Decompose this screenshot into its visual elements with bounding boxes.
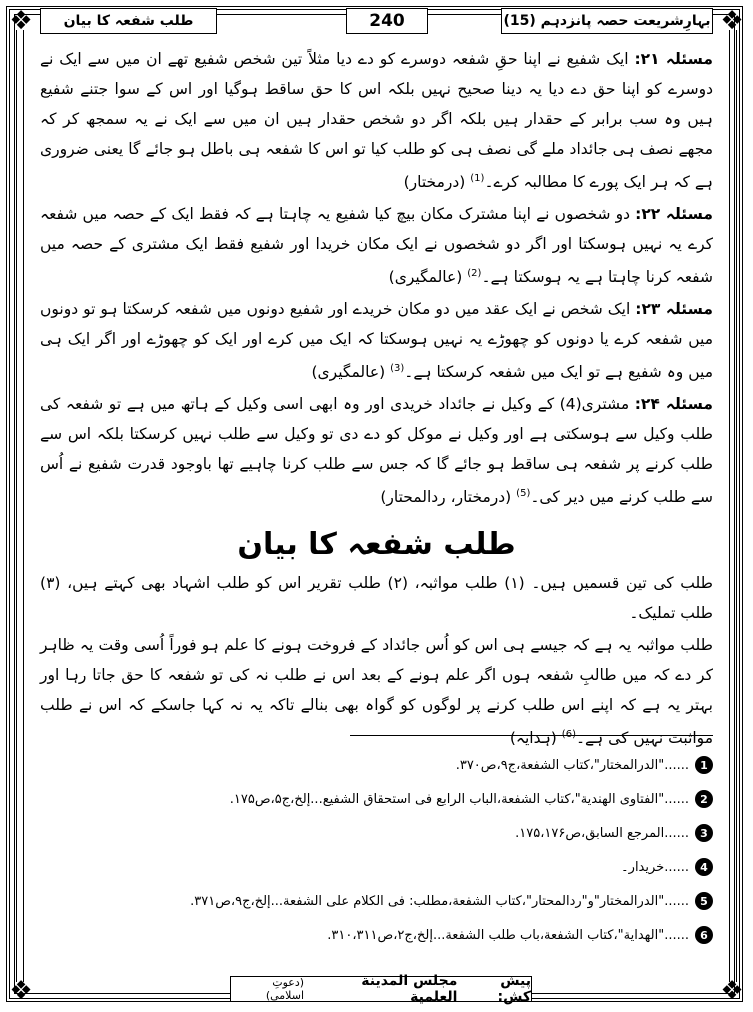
masala-24: مسئلہ ۲۴: مشتری(4) کے وکیل نے جائداد خریدی اور وہ ابھی اسی وکیل کے ہاتھ میں ہے تو شفعہ کی طلب وکیل سے ہوسکتی ہے اور وکیل نے موکل کو دے دی تو وکیل سے طلب نہیں کرسکتا بلکہ اس سے طلب کرنے پر شفعہ ہی ساقط ہو جائے گا کہ جس سے طلب کرنا چاہیے تھا باوجود قدرت شفیع نے اُس سے طلب کرنے میں دیر کی۔$^{(5)}$ (درمختار، ردالمحتار) — [40, 395, 713, 507]
footnote-number: 4 — [695, 858, 713, 876]
footnote-number: 3 — [695, 824, 713, 842]
footnote-number: 6 — [695, 926, 713, 944]
corner-ornament-icon: ❖ — [9, 976, 33, 1006]
footnote: 1 ......"الدرالمختار"،كتاب الشفعة،ج۹،ص۳۷۰. — [40, 748, 713, 782]
footnote: 4 ......خریدار۔ — [40, 850, 713, 884]
masala-21: مسئلہ ۲۱: ایک شفیع نے اپنا حقِ شفعہ دوسرے کو دے دیا مثلاً تین شخص شفیع تھے ان میں سے ایک نے دوسرے کو اپنا حق دے دیا یہ دینا صحیح نہیں بلکہ اس کا حق ساقط ہوگیا اور اس کے سوا جتنے شفیع ہیں وہ سب برابر کے حقدار ہیں بلکہ اگر دو شخص حقدار ہیں ان میں سے ایک نے یہ سمجھ کر کہ مجھے نصف ہی جائداد ملے گی نصف ہی کو طلب کیا تو اس کا شفعہ ہی باطل ہو جائے گا یعنی ضروری ہے کہ ہر ایک پورے کا مطالبہ کرے۔$^{(1)}$ (درمختار) — [40, 50, 713, 192]
footnote-divider — [350, 735, 713, 736]
book-title: بہارِشریعت حصہ پانزدہم (15) — [501, 8, 713, 34]
footnote-number: 2 — [695, 790, 713, 808]
masala-22: مسئلہ ۲۲: دو شخصوں نے اپنا مشترک مکان بیچ کیا شفیع یہ چاہتا ہے کہ فقط ایک کے حصہ میں شفعہ کرے یہ نہیں ہوسکتا اور اگر دو شخصوں نے ایک مکان خریدا اور شفیع فقط ایک مشتری کے حصہ میں شفعہ کرنا چاہتا ہے یہ ہوسکتا ہے۔$^{(2)}$ (عالمگیری) — [40, 205, 713, 287]
publisher-footer: پیش کش: مجلس المدينة العلمية (دعوتِ اسلامی) — [230, 976, 532, 1002]
right-ornament — [729, 30, 737, 982]
footnote: 5 ......"الدرالمختار"و"ردالمحتار"،كتاب الشفعة،مطلب: فى الكلام على الشفعة...إلخ،ج۹،ص۳۷۱. — [40, 884, 713, 918]
masala-23: مسئلہ ۲۳: ایک شخص نے ایک عقد میں دو مکان خریدے اور شفیع دونوں میں شفعہ کرسکتا ہو تو دونوں میں شفعہ کرے یا دونوں کو چھوڑے یہ نہیں ہوسکتا کہ ایک میں کرے اور ایک کو چھوڑے اور اگر ایک ہی میں وہ شفیع ہے تو ایک میں شفعہ کرسکتا ہے۔$^{(3)}$ (عالمگیری) — [40, 300, 713, 382]
corner-ornament-icon: ❖ — [720, 6, 744, 36]
footnotes — [40, 748, 713, 952]
section-heading: طلب شفعہ کا بیان — [237, 526, 516, 562]
footnote: 6 ......"الهداية"،كتاب الشفعة،باب طلب الشفعة...إلخ،ج۲،ص۳۱۰،۳۱۱. — [40, 918, 713, 952]
footnote-number: 1 — [695, 756, 713, 774]
footnote: 2 ......"الفتاوى الهندية"،كتاب الشفعة،الباب الرابع فى استحقاق الشفيع...إلخ،ج۵،ص۱۷۵. — [40, 782, 713, 816]
section-paragraph: طلب کی تین قسمیں ہیں۔ (۱) طلب مواثبہ، (۲) طلب تقریر اس کو طلب اشہاد بھی کہتے ہیں، (۳) طلب تملیک۔ — [40, 573, 713, 622]
footnote: 3 ......المرجع السابق،ص۱۷۵،۱۷۶. — [40, 816, 713, 850]
page-number: 240 — [346, 8, 428, 34]
corner-ornament-icon: ❖ — [720, 976, 744, 1006]
corner-ornament-icon: ❖ — [9, 6, 33, 36]
left-ornament — [16, 30, 24, 982]
page-content — [40, 44, 713, 755]
footnote-number: 5 — [695, 892, 713, 910]
section-paragraph: طلب مواثبہ یہ ہے کہ جیسے ہی اس کو اُس جائداد کے فروخت ہونے کا علم ہو فوراً اُسی وقت یہ ظاہر کر دے کہ میں طالبِ شفعہ ہوں اگر علم ہونے کے بعد اس نے طلب نہ کی تو شفعہ کا حق جاتا رہا اور بہتر یہ ہے کہ اپنے اس طلب کرنے پر لوگوں کو گواہ بھی بنالے تاکہ یہ نہ کہا جاسکے کہ اس نے طلب مواثبت نہیں کی ہے۔$^{(6)}$ (ہدایہ) — [40, 635, 713, 747]
page-header — [40, 8, 713, 34]
running-section-title: طلب شفعہ کا بیان — [40, 8, 217, 34]
